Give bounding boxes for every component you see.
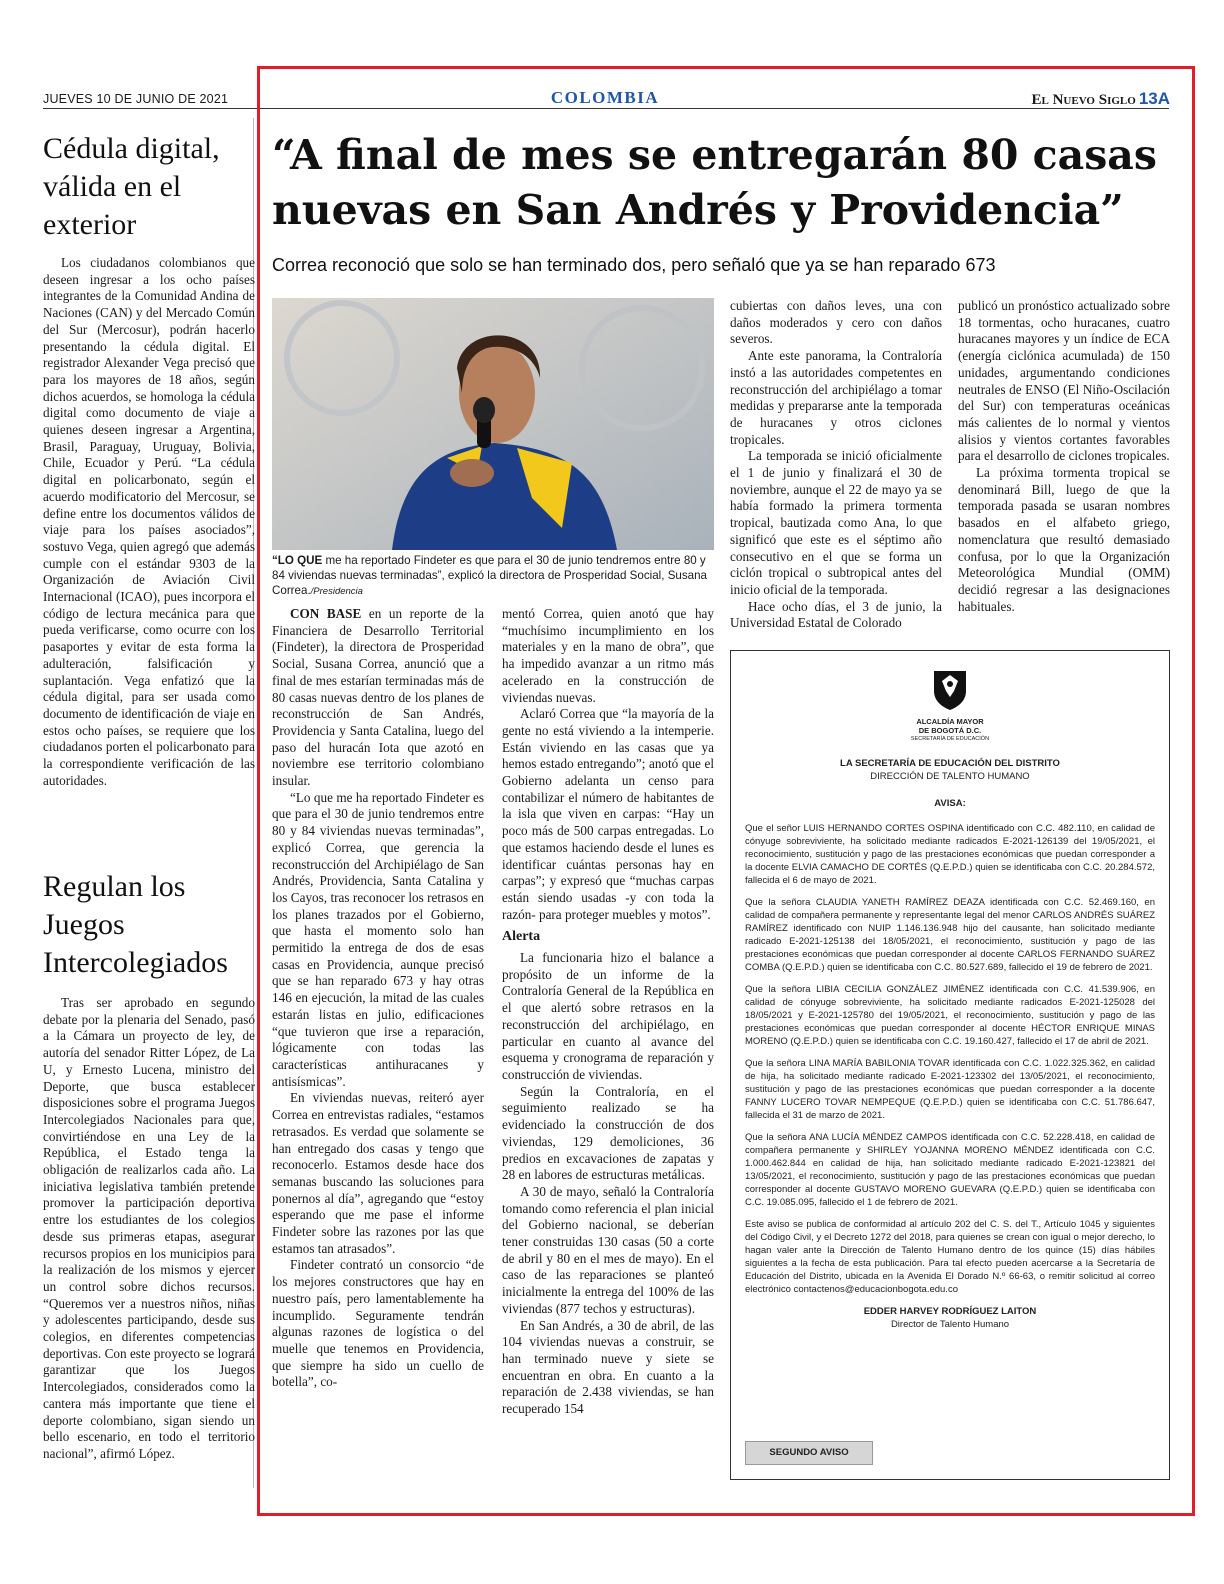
notice-dept: DIRECCIÓN DE TALENTO HUMANO (870, 771, 1030, 782)
sidebar-headline-1: Cédula digital, válida en el exterior (43, 132, 220, 241)
article-paragraph: La próxima tormenta tropical se denominará Bill, luego de que la temporada pasada se usaran nombres basados en el alfabeto griego, nomenclatura que resultó demasiado confusa, por lo que la Organización Meteorológica Mundial (OMM) decidió regresar a las designaciones habituales. (958, 465, 1170, 614)
sidebar-body-1: Los ciudadanos colombianos que deseen ingresar a los ocho países integrantes de la Comunidad Andina de Naciones (CAN) y del Mercado Común del Sur (Mercosur), podrán hacerlo presentando la cédula digital. El registrador Alexander Vega precisó que para los mayores de 18 años, según dichos acuerdos, se homologa la cédula digital como documento de viaje a quienes deseen ingresar a Argentina, Brasil, Paraguay, Uruguay, Bolivia, Chile, Ecuador y Perú. “La cédula digital en policarbonato, según el acuerdo modificatorio del Mercosur, se define entre los documentos válidos de viaje para los países asociados”, sostuvo Vega, quien agregó que además cumple con el estándar 9303 de la Organización de Aviación Civil Internacional (ICAO), pues incorpora el código de lectura mecánica para que pueda verificarse, como ocurre con los pasaportes y evitar de esta forma la adulteración, falsificación y suplantación. Vega enfatizó que la cédula digital, para ser usada como documento de identificación de viaje en estos ocho países, se requiere que los ciudadanos porten el policarbonato para la correspondiente verificación de las autoridades. (43, 255, 255, 788)
issue-date: JUEVES 10 DE JUNIO DE 2021 (43, 92, 229, 106)
article-paragraph: La temporada se inició oficialmente el 1 de junio y finalizará el 30 de noviembre, aunque el 22 de mayo ya se había formado la primera tormenta tropical, bautizada como Ana, lo que significó que este es el séptimo año consecutivo en el que se forma un ciclón tropical o subtropical antes del inicio oficial de la temporada. (730, 448, 942, 597)
article-paragraph: Ante este panorama, la Contraloría instó a las autoridades competentes en reconstrucción del archipiélago a tomar medidas y prepararse ante la temporada de huracanes y otros ciclones tropicales. (730, 348, 942, 447)
photo-credit: /Presidencia (310, 586, 363, 597)
notice-paragraph: Que la señora CLAUDIA YANETH RAMÍREZ DEAZA identificada con C.C. 52.469.160, en calidad de compañera permanente y representante legal del menor CARLOS ANDRÉS SUÁREZ RAMÍREZ identificado con NUIP 1.146.136.948 hijo del causante, han solicitado mediante radicado E-2021-125138 del 18/05/2021, el reconocimiento, sustitución y pago de las prestaciones económicas que puedan corresponder al docente CARLOS FERNANDO SUÁREZ COMBA (Q.E.P.D.) quien se identificaba con C.C. 80.527.689, fallecido el 19 de febrero de 2021. (745, 897, 1155, 973)
article-subtitle: Correa reconoció que solo se han terminado dos, pero señaló que ya se han reparado 673 (272, 255, 996, 275)
notice-paragraph: Que la señora ANA LUCÍA MÉNDEZ CAMPOS identificada con C.C. 52.228.418, en calidad de compañera permanente y SHIRLEY YOJANNA MORENO MÉNDEZ identificada con C.C. 1.000.462.844 en calidad de hija, han solicitado mediante radicado E-2021-123821 del 13/05/2021, el reconocimiento, sustitución y pago de las prestaciones económicas que puedan corresponder al docente GUSTAVO MORENO GUEVARA (Q.E.P.D.) quien se identificaba con C.C. 19.085.095, fallecido el 1 de febrero de 2021. (745, 1132, 1155, 1208)
article-column-1 (272, 606, 484, 1391)
article-paragraph: Findeter contrató un consorcio “de los mejores constructores que hay en nuestro país, pero lamentablemente ha incumplido. Seguramente tendrán algunas razones de logística o del muelle que tenemos en Providencia, que siempre ha sido un cuello de botella”, co- (272, 1257, 484, 1390)
legal-notice (730, 650, 1170, 1480)
article-paragraph: “Lo que me ha reportado Findeter es que para el 30 de junio tendremos entre 80 y 84 viviendas nuevas terminadas”, explicó Correa, que gerencia la reconstrucción del Archipiélago de San Andrés, Providencia, Santa Catalina y los Cayos, tras reconocer los retrasos en los planes trazados por el Gobierno, que hasta el momento solo han permitido la entrega de dos de esas casas en Providencia, aunque precisó que se han reparado 673 y hay otras 146 en ejecución, la mitad de las cuales estarán listas en julio, edificaciones “que tuvieron que irse a reparación, lógicamente con todas las características antihuracanes y antisísmicas”. (272, 789, 484, 1089)
notice-badge: SEGUNDO AVISO (745, 1441, 873, 1465)
crest-line-3: SECRETARÍA DE EDUCACIÓN (910, 736, 990, 742)
caption-lead: “LO QUE (272, 554, 323, 567)
crest-line-1: ALCALDÍA MAYOR (916, 717, 984, 726)
page-number: 13A (1138, 89, 1170, 108)
article-paragraph: en un reporte de la Financiera de Desarrollo Territorial (Findeter), la directora de Prosperidad Social, Susana Correa, anunció que a final de mes estarían terminadas más de 80 casas nuevas dentro de los planes de reconstrucción de San Andrés, Providencia y Santa Catalina, luego del paso del huracán Iota que azotó en noviembre ese territorio colombiano insular. (272, 606, 484, 789)
sidebar-headline-2: Regulan los Juegos Intercolegiados (43, 870, 228, 979)
article-column-2 (502, 606, 714, 1418)
notice-heading: AVISA: (934, 798, 966, 809)
article-column-4 (958, 298, 1170, 615)
crest-line-2: DE BOGOTÁ D.C. (918, 726, 982, 735)
article-photo (272, 298, 714, 550)
article-paragraph: La funcionaria hizo el balance a propósito de un informe de la Contraloría General de la República en el que alertó sobre retrasos en la reconstrucción del archipiélago, en particular en cuanto al avance del esquema y cronograma de reparación y construcción de viviendas. (502, 950, 714, 1082)
article-paragraph: publicó un pronóstico actualizado sobre 18 tormentas, ocho huracanes, cuatro huracanes mayores y un índice de ECA (energía ciclónica acumulada) de 150 unidades, argumentando condiciones neutrales de ENSO (El Niño-Oscilación del Sur) con temperaturas oceánicas más calientes de lo normal y vientos alisios y vientos cortantes favorables para el desarrollo de ciclones tropicales. (958, 298, 1170, 464)
paper-name: El Nuevo Siglo (1031, 92, 1136, 108)
speaker-photo-illustration (272, 298, 714, 550)
article-paragraph: A 30 de mayo, señaló la Contraloría tomando como referencia el plan inicial del Gobierno nacional, se deberían tener construidas 130 casas (50 a corte de abril y 80 en el mes de mayo). En el caso de las reparaciones se planteó inicialmente la entrega del 100% de las viviendas (877 techos y estructuras). (502, 1183, 714, 1316)
coat-of-arms-icon (745, 667, 1155, 715)
article-paragraph: En San Andrés, a 30 de abril, de las 104 viviendas nuevas a construir, se han terminado nueve y siete se encuentran en obra. En cuanto a la reparación de 2.438 viviendas, se han recuperado 154 (502, 1317, 714, 1417)
photo-caption (272, 553, 714, 599)
article-column-3 (730, 298, 942, 632)
article-paragraph: En viviendas nuevas, reiteró ayer Correa en entrevistas radiales, “estamos retrasados. Es verdad que solamente se han entregado dos casas y tengo que reconocerlo. Estamos desde hace dos semanas buscando las soluciones para ponernos al día”, agregando que “estoy esperando que me pase el informe Findeter sobre las razones por las que estamos tan atrasados”. (272, 1090, 484, 1256)
article-paragraph: Hace ocho días, el 3 de junio, la Universidad Estatal de Colorado (730, 598, 942, 631)
notice-signer: EDDER HARVEY RODRÍGUEZ LAITON (863, 1306, 1037, 1317)
notice-paragraph: Que la señora LIBIA CECILIA GONZÁLEZ JIMÉNEZ identificada con C.C. 41.539.906, en calidad de cónyuge sobreviviente, ha solicitado mediante radicados E-2021-125028 del 18/05/2021 y E-2021-125780 del 19/05/2021, el reconocimiento, sustitución y pago de las prestaciones económicas que puedan corresponder al docente HÉCTOR ENRIQUE MINAS MORENO (Q.E.P.D.) quien se identificaba con C.C. 19.160.427, fallecido el 17 de abril de 2021. (745, 984, 1155, 1047)
article-title: “A final de mes se entregarán 80 casas nuevas en San Andrés y Providencia” (272, 131, 1157, 234)
caption-text: me ha reportado Findeter es que para el 30 de junio tendremos entre 80 y 84 viviendas nuevas terminadas”, explicó la directora de Prosperidad Social, Susana Correa. (272, 554, 708, 597)
article-paragraph: mentó Correa, quien anotó que hay “muchísimo incumplimiento en los materiales y en la mano de obra”, que ha impedido avanzar a un ritmo más acelerado en la construcción de viviendas nuevas. (502, 606, 714, 705)
article-paragraph: cubiertas con daños leves, una con daños moderados y cero con daños severos. (730, 298, 942, 347)
notice-org: LA SECRETARÍA DE EDUCACIÓN DEL DISTRITO (840, 758, 1060, 769)
article-paragraph: Aclaró Correa que “la mayoría de la gente no está viviendo a la intemperie. Están viviendo en las casas que ya hemos estado entregando”; anotó que el Gobierno adelanta un censo para contabilizar el número de habitantes de la isla que viven en carpas: “Hay un poco más de 500 carpas entregadas. Lo que estamos haciendo desde el lunes es identificar cuántas personas hay en carpas”; y expresó que “muchas carpas están siendo usadas -y con toda la razón- para proteger muebles y motos”. (502, 706, 714, 922)
notice-paragraph: Que la señora LINA MARÍA BABILONIA TOVAR identificada con C.C. 1.022.325.362, en calidad de hija, ha solicitado mediante radicado E-2021-123302 del 13/05/2021, el reconocimiento, sustitución y pago de las prestaciones económicas que puedan corresponder a la docente FANNY LUCERO TOVAR NEMPEQUE (Q.E.P.D.) quien se identificaba con C.C. 51.786.647, fallecida el 31 de marzo de 2021. (745, 1058, 1155, 1121)
notice-signer-title: Director de Talento Humano (890, 1319, 1010, 1330)
section-name: COLOMBIA (550, 88, 660, 107)
article-paragraph: Según la Contraloría, en el seguimiento realizado se ha evidenciado la construcción de dos viviendas, 129 demoliciones, 36 predios en excavaciones de zapatas y 28 en labores de estructuras metálicas. (502, 1083, 714, 1183)
article-subhead: Alerta (502, 929, 541, 945)
sidebar-body-2: Tras ser aprobado en segundo debate por la plenaria del Senado, pasó a la Cámara un proyecto de ley, de autoría del senador Ritter López, de La U, y Ernesto Lucena, ministro del Deporte, que busca establecer disposiciones sobre el programa Juegos Intercolegiados Nacionales para que, convirtiéndose en una Ley de la República, el Estado tenga la obligación de realizarlos cada año. La iniciativa legislativa también pretende promover la participación deportiva entre los estudiantes de los colegios desde sus primeras etapas, asegurar recursos propios en los municipios para la realización de los mismos y ejercer un control sobre dichos recursos. “Queremos ver a nuestros niños, niñas y adolescentes participando, desde sus colegios, en diferentes competencias deportivas. Con este proyecto se logrará garantizar que los Juegos Intercolegiados, considerados como la cantera más importante que tiene el deporte colombiano, sigan siendo un bello escenario, en todo el territorio nacional”, afirmó López. (43, 995, 255, 1461)
notice-paragraph: Que el señor LUIS HERNANDO CORTES OSPINA identificado con C.C. 482.110, en calidad de cónyuge sobreviviente, ha solicitado mediante radicados E-2021-126139 del 19/05/2021, el reconocimiento, sustitución y pago de las prestaciones económicas que puedan corresponder a la docente ELVIA CAMACHO DE CORTÉS (Q.E.P.D.) quien se identificaba con C.C. 20.284.572, fallecida el 6 de mayo de 2021. (745, 823, 1155, 886)
article-lead: CON BASE (290, 606, 362, 621)
notice-paragraph: Este aviso se publica de conformidad al artículo 202 del C. S. del T., Artículo 1045 y siguientes del Código Civil, y el Decreto 1272 del 2018, para quienes se crean con igual o mejor derecho, lo hagan valer ante la Dirección de Talento Humano dentro de los quince (15) días hábiles siguientes a la fecha de esta publicación. Para tal efecto pueden acercarse a la Secretaría de Educación del Distrito, ubicada en la Avenida El Dorado N.º 66-63, o remitir solicitud al correo electrónico contactenos@educacionbogota.edu.co (745, 1219, 1155, 1295)
